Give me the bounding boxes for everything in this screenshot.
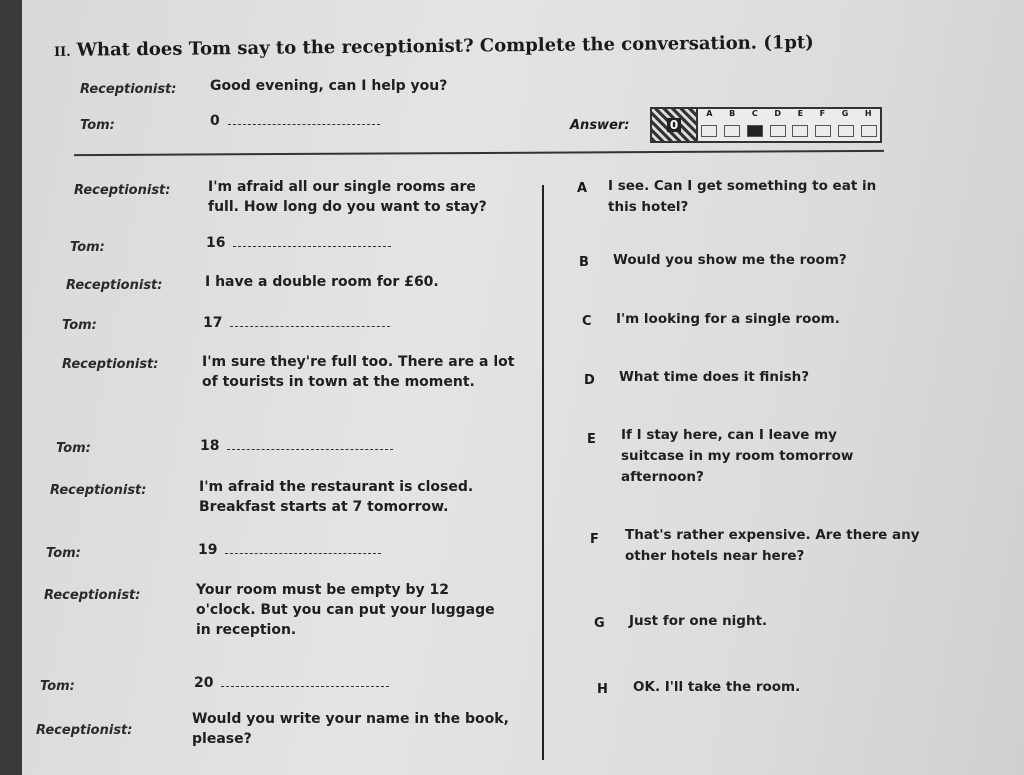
- dialogue-speaker: Tom:: [56, 441, 91, 456]
- option-text: That's rather expensive. Are there any other hotels near here?: [625, 527, 920, 564]
- option-letter: G: [594, 616, 605, 631]
- answer-letters: [698, 109, 880, 121]
- dialogue-speaker: Tom:: [40, 679, 75, 694]
- option-text: OK. I'll take the room.: [633, 679, 801, 695]
- answer-blank[interactable]: [227, 437, 393, 450]
- gap-number: 17: [203, 315, 223, 331]
- example-tom-label: Tom:: [80, 118, 115, 133]
- dialogue-speaker: Tom:: [46, 546, 81, 561]
- answer-cells: [698, 121, 880, 141]
- answer-letter: G: [841, 109, 849, 118]
- gap-number: 18: [200, 438, 220, 454]
- example-number: 0: [210, 113, 220, 129]
- option-letter: C: [582, 314, 592, 329]
- answer-cell: [815, 125, 831, 137]
- answer-example-cell: [652, 109, 698, 141]
- option-letter: F: [590, 532, 599, 547]
- option-text: Would you show me the room?: [613, 252, 847, 268]
- dialogue-speaker: Receptionist:: [50, 483, 147, 498]
- exercise-title: What does Tom say to the receptionist? Complete the conversation. (1pt): [76, 32, 814, 61]
- answer-cell: [701, 125, 717, 137]
- option-text: I'm looking for a single room.: [616, 311, 840, 327]
- answer-letter: A: [706, 109, 713, 118]
- worksheet-page: [22, 0, 1024, 775]
- answer-blank[interactable]: [225, 541, 381, 554]
- exercise-number: II.: [53, 44, 71, 60]
- dialogue-speaker: Receptionist:: [62, 357, 159, 372]
- answer-letter: D: [774, 109, 781, 118]
- answer-letter: B: [729, 109, 736, 118]
- dialogue-gap-16: [206, 233, 391, 253]
- answer-cell: [770, 125, 786, 137]
- answer-letter: C: [751, 109, 758, 118]
- dialogue-line: I'm afraid all our single rooms are full. How long do you want to stay?: [208, 179, 487, 215]
- dialogue-speaker: Receptionist:: [44, 588, 141, 603]
- example-tom-answer: [210, 111, 380, 131]
- exercise-heading: [54, 32, 814, 61]
- gap-number: 20: [194, 675, 214, 691]
- answer-blank[interactable]: [233, 234, 391, 247]
- answer-letter: F: [819, 109, 826, 118]
- answer-letter: E: [797, 109, 804, 118]
- dialogue-gap-20: [194, 673, 389, 693]
- option-text: Just for one night.: [629, 613, 768, 629]
- option-letter: A: [577, 181, 588, 196]
- option-text: If I stay here, can I leave my suitcase in my room tomorrow afternoon?: [621, 427, 854, 485]
- section-divider: [74, 150, 884, 156]
- dialogue-speaker: Tom:: [70, 240, 105, 255]
- answer-cell: [838, 125, 854, 137]
- answer-blank[interactable]: [221, 674, 389, 687]
- dialogue-line: I have a double room for £60.: [205, 274, 439, 290]
- option-letter: B: [579, 255, 589, 270]
- dialogue-line: Would you write your name in the book, please?: [192, 711, 509, 747]
- example-receptionist-line: Good evening, can I help you?: [210, 78, 448, 94]
- answer-cell: [747, 125, 763, 137]
- option-letter: E: [587, 432, 596, 447]
- dialogue-speaker: Tom:: [62, 318, 97, 333]
- dialogue-speaker: Receptionist:: [66, 278, 163, 293]
- gap-number: 16: [206, 235, 226, 251]
- answer-label: Answer:: [570, 118, 630, 133]
- option-letter: H: [597, 682, 608, 697]
- dialogue-line: I'm afraid the restaurant is closed. Breakfast starts at 7 tomorrow.: [199, 479, 474, 515]
- option-text: What time does it finish?: [619, 369, 810, 385]
- answer-example-mark: 0: [667, 118, 681, 132]
- dialogue-line: Your room must be empty by 12 o'clock. But you can put your luggage in reception.: [196, 582, 495, 638]
- dialogue-speaker: Receptionist:: [36, 723, 133, 738]
- answer-grid: [650, 107, 882, 143]
- option-letter: D: [584, 373, 595, 388]
- dialogue-speaker: Receptionist:: [74, 183, 171, 198]
- option-text: I see. Can I get something to eat in this hotel?: [608, 178, 877, 215]
- dialogue-gap-18: [200, 436, 393, 456]
- column-divider: [542, 185, 544, 760]
- gap-number: 19: [198, 542, 218, 558]
- answer-cell: [861, 125, 877, 137]
- dialogue-gap-17: [203, 313, 390, 333]
- example-blank: [228, 112, 380, 125]
- example-receptionist-label: Receptionist:: [80, 82, 177, 97]
- dialogue-gap-19: [198, 540, 381, 560]
- answer-cell: [724, 125, 740, 137]
- answer-letter: H: [864, 109, 872, 118]
- dialogue-line: I'm sure they're full too. There are a lot of tourists in town at the moment.: [202, 354, 515, 390]
- answer-blank[interactable]: [230, 314, 390, 327]
- answer-cell: [792, 125, 808, 137]
